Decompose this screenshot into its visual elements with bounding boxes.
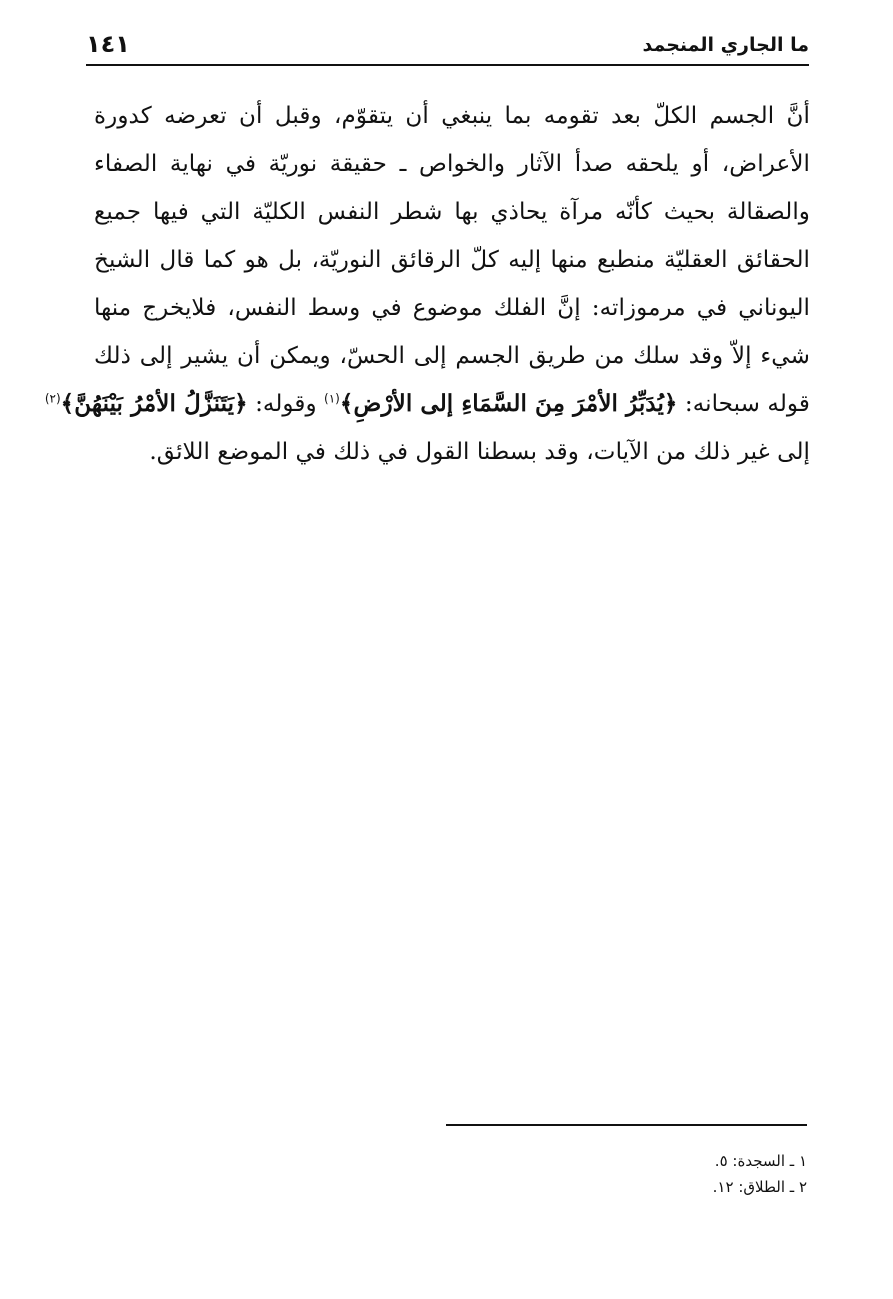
body-line-last: إلى غير ذلك من الآيات، وقد بسطنا القول في ذلك في الموضع اللائق. [149,438,810,465]
body-line: أنَّ الجسم الكلّ بعد تقومه بما ينبغي أن يتقوّم، وقبل أن تعرضه كدورة [94,102,810,129]
footnote-ref-2[interactable]: (٢) [44,391,61,406]
running-title: ما الجاري المنجمد [642,34,809,56]
body-line-with-verses [44,380,810,428]
quran-verse-1: ﴿يُدَبِّرُ الأمْرَ مِنَ السَّمَاءِ إلى الأرْضِ﴾ [339,390,678,417]
footnote-1: ١ ـ السجدة: ٥. [714,1152,807,1170]
page-number: ١٤١ [86,30,130,58]
body-line: الحقائق العقليّة منطبع منها إليه كلّ الرقائق النوريّة، بل هو كما قال الشيخ [94,246,810,273]
body-paragraph [44,92,810,476]
footnote-2: ٢ ـ الطلاق: ١٢. [712,1178,807,1196]
verse-between: وقوله: [247,390,325,417]
running-header [86,30,809,66]
body-line: شيء إلاّ وقد سلك من طريق الجسم إلى الحسّ، ويمكن أن يشير إلى ذلك [94,342,810,369]
body-line: والصقالة بحيث كأنّه مرآة يحاذي بها شطر النفس الكليّة التي فيها جميع [94,198,810,225]
footnote-ref-1[interactable]: (١) [324,391,340,406]
body-line: الأعراض، أو يلحقه صدأ الآثار والخواص ـ حقيقة نوريّة في نهاية الصفاء [94,150,810,177]
footnote-divider [446,1124,807,1126]
quran-verse-2: ﴿يَتَنَزَّلُ الأمْرُ بَيْنَهُنَّ﴾ [60,390,248,417]
body-line: اليوناني في مرموزاته: إنَّ الفلك موضوع في وسط النفس، فلايخرج منها [94,294,810,321]
footnotes [307,1148,807,1200]
verse-intro: قوله سبحانه: [677,390,810,417]
